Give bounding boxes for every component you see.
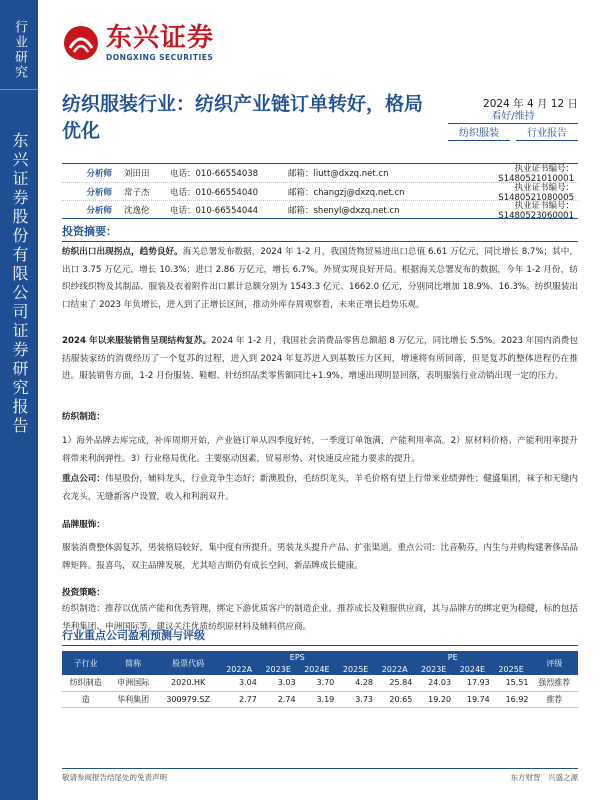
table-row [62,691,578,707]
cell-eps: 4.28 [355,678,373,688]
col-header-year: 2023E [259,663,298,675]
cell-eps: 3.73 [355,694,373,704]
sidebar-category: 行业研究 [0,0,38,90]
logo-emblem-icon [62,24,100,62]
cell-company: 申洲国际 [117,678,150,688]
col-header-company: 简称 [109,651,156,675]
analyst-table [62,163,578,219]
analyst-role: 分析师 [86,205,112,216]
col-header-year: 2022A [220,663,259,675]
cell-pe: 15.51 [505,678,529,688]
paragraph-body: 海关总署发布数据，2024 年 1-2 月，我国货物贸易进出口总值 6.61 万亿元，同比增长 8.7%；其中，出口 3.75 万亿元，增长 10.3%；进口 2.86 万亿元，增长 6.7%。外贸实现良好开局。根据海关总署发布的数据，今年 1-2 月份，纺织纱线织物及其制品、服装及衣着附件出口累计总额分别为 1543.3 亿元、1662.0 亿元，分别同比增加 18.9%、16.3%。纺织服装出口结束了 2023 年负增长，进入到了正增长区间，推动外库存周观察看，未来正增长趋势乐观。 [62,247,579,310]
subhead-brand-apparel: 品牌服饰： [62,520,105,530]
footer-slogan: 东方财智 兴盛之源 [510,773,578,782]
cell-eps: 2.74 [277,694,296,704]
cell-pe: 19.20 [428,694,452,704]
report-type-tag: 行业报告 [516,127,578,141]
analyst-email[interactable]: 邮箱：changzj@dxzq.net.cn [288,187,405,198]
company-logo [62,24,214,62]
forecast-heading: 行业重点公司盈利预测与评级 [62,627,578,646]
cell-code: 300979.SZ [166,694,210,704]
cell-eps: 3.04 [238,678,257,688]
paragraph-lead: 纺织出口出现拐点，趋势良好。 [62,247,183,257]
cell-pe: 25.84 [389,678,413,688]
cell-rating: 强烈推荐 [538,678,571,688]
cell-pe: 24.03 [428,678,452,688]
cell-company: 华利集团 [117,694,150,704]
industry-tag: 纺织服装 [448,127,510,141]
col-header-year: 2024E [453,663,492,675]
summary-paragraph-manufacturing: 1）海外品牌去库完成，补库周期开始，产业链订单从四季度好转，一季度订单饱满，产能利用率高。2）原材料价格、产能利用率提升将带来利润弹性。3）行业格局优化。主要驱动因素，贸易形势、对快速反应能力要求的提升。 [62,436,578,464]
analyst-email[interactable]: 邮箱：shenyl@dxzq.net.cn [288,205,400,216]
col-header-year: 2024E [298,663,337,675]
paragraph-lead: 2024 年以来服装销售呈现结构复苏。 [62,336,212,346]
col-header-year: 2023E [414,663,453,675]
report-date: 2024 年 4 月 12 日 [483,98,578,110]
table-row [62,675,578,691]
analyst-row [62,182,578,203]
table-header-row [62,651,578,663]
cell-segment: 纺织制造 [69,678,102,688]
summary-paragraph-strategy-textile: 纺织制造：推荐以优质产能和优秀管理，绑定下游优质客户的制造企业，推荐成长及鞋服供应商，其与品牌方的绑定更为稳健，标的包括华利集团、申洲国际等。建议关注优质纺织原材料及辅料供应商。 [62,604,578,632]
cell-pe: 20.65 [389,694,413,704]
analyst-role: 分析师 [86,187,112,198]
analyst-cert: 执业证书编号：S1480521010001 [498,164,574,184]
analyst-row [62,200,578,221]
cell-pe: 16.92 [505,694,529,704]
col-header-year: 2022A [375,663,414,675]
col-header-pe: PE [375,651,531,663]
cell-eps: 2.77 [238,694,257,704]
summary-heading: 投资摘要： [62,223,578,242]
report-title: 纺织服装行业：纺织产业链订单转好，格局优化 [62,93,424,142]
analyst-email[interactable]: 邮箱：liutt@dxzq.net.cn [288,169,389,179]
footer-divider [62,768,578,769]
analyst-phone: 电话：010-66554040 [170,187,259,198]
subhead-investment-strategy: 投资策略： [62,588,105,598]
summary-paragraph-brand: 服装消费整体弱复苏，男装格局较好，集中度有所提升。男装龙头提升产品、扩张渠道。重点公司：比音勒芬，内生与并购构建奢侈品品牌矩阵。报喜鸟，双主品牌发展，尤其哈吉斯仍有成长空间，新品牌成长健康。 [62,543,578,571]
cell-segment: 造 [81,694,90,704]
col-header-eps: EPS [220,651,376,663]
logo-text-en: DONGXING SECURITIES [106,53,214,62]
analyst-name: 常子杰 [124,187,150,198]
analyst-phone: 电话：010-66554038 [170,169,259,179]
cell-eps: 3.03 [277,678,296,688]
col-header-rating: 评级 [531,651,579,675]
cell-code: 2020.HK [171,678,206,688]
industry-rating: 看好/维持 [448,110,578,124]
paragraph-body: 2024 年 1-2 月，我国社会消费品零售总额超 8 万亿元，同比增长 5.5%。2023 年国内消费包括服装家纺的消费经历了一个复苏的过程，进入到 2024 年复苏进入到基数压力区间，增速将有所回落，但是复苏的整体进程仍在推进。服装销售方面，1-2 月份服装、鞋帽、针纺织品类零售额同比+1.9%，增速出现明显回落，表明服装行业动销出现一定的压力。 [62,336,578,381]
sidebar [0,0,38,800]
summary-paragraph-apparel-sales [62,333,578,386]
col-header-year: 2025E [492,663,531,675]
paragraph-lead: 重点公司： [62,474,105,484]
cell-pe: 17.93 [466,678,490,688]
col-header-segment: 子行业 [62,651,109,675]
paragraph-body: 伟星股份，辅料龙头，行业竞争生态好；新澳股份，毛纺织龙头，羊毛价格有望上行带来业绩弹性；健盛集团，袜子和无缝内衣龙头，无缝新客户设置，收入和利润双升。 [62,474,578,502]
cell-pe: 19.74 [466,694,490,704]
sidebar-company: 东兴证券股份有限公司证券研究报告 [10,132,29,436]
analyst-phone: 电话：010-66554044 [170,205,259,216]
summary-paragraph-export [62,244,578,314]
subhead-textile-manufacturing: 纺织制造： [62,412,105,422]
analyst-row [62,164,578,182]
col-header-year: 2025E [336,663,375,675]
analyst-cert: 执业证书编号：S1480521080005 [498,182,574,203]
analyst-name: 沈逸伦 [124,205,150,216]
col-header-code: 股票代码 [157,651,220,675]
summary-paragraph-key-companies [62,471,578,506]
cell-rating: 推荐 [546,694,563,704]
cell-eps: 3.19 [316,694,335,704]
analyst-name: 刘田田 [124,169,150,179]
analyst-cert: 执业证书编号：S1480523060001 [498,200,574,221]
analyst-role: 分析师 [86,169,112,179]
forecast-table [62,651,578,708]
logo-text-cn: 东兴证券 [106,23,215,53]
cell-eps: 3.70 [316,678,335,688]
footer-disclaimer: 敬请参阅报告结尾处的免责声明 [62,773,167,782]
